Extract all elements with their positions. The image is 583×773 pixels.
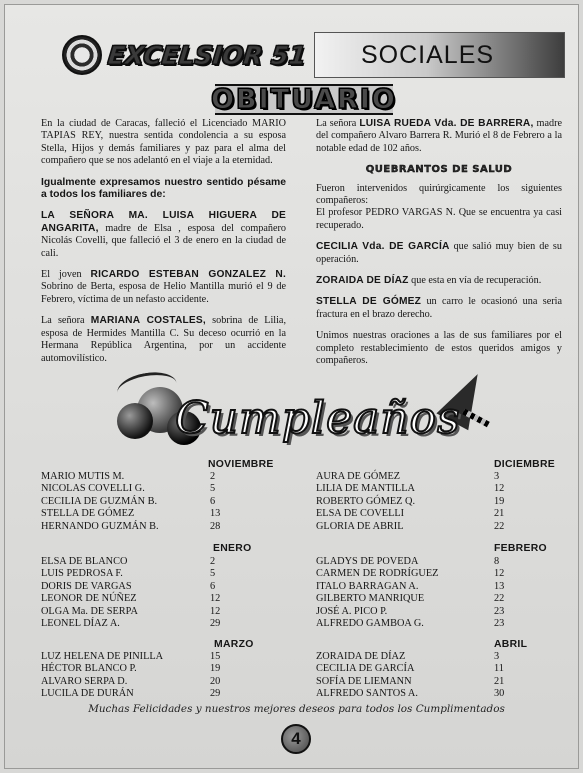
birthday-name: ITALO BARRAGAN A.	[316, 580, 419, 592]
birthday-day: 12	[210, 593, 221, 605]
birthday-name: ALFREDO GAMBOA G.	[316, 617, 424, 629]
birthday-list-abril	[316, 651, 536, 701]
month-heading-abril: ABRIL	[494, 639, 528, 650]
birthday-row	[41, 496, 251, 508]
health-text: que esta en vía de recuperación.	[408, 275, 542, 287]
birthday-day: 19	[210, 663, 221, 675]
birthday-row	[41, 521, 251, 533]
birthday-row	[316, 663, 536, 675]
birthday-name: OLGA Ma. DE SERPA	[41, 605, 138, 617]
birthday-name: AURA DE GÓMEZ	[316, 471, 401, 482]
birthday-banner	[117, 367, 497, 467]
birthday-row	[316, 508, 536, 520]
birthday-row	[41, 483, 251, 495]
birthday-row	[41, 606, 251, 618]
birthday-row	[316, 606, 536, 618]
health-item	[316, 241, 562, 266]
birthday-row	[41, 676, 251, 688]
birthday-name: MARIO MUTIS M.	[41, 471, 125, 482]
birthday-row	[41, 618, 251, 630]
birthday-day: 22	[494, 520, 505, 532]
obituary-text: madre de Elsa , esposa del compañero Nicolás Covelli, que falleció el 3 de enero en la ciudad de cali.	[41, 222, 286, 259]
birthday-name: SOFÍA DE LIEMANN	[316, 675, 412, 687]
birthday-day: 12	[210, 605, 221, 617]
birthday-row	[316, 618, 536, 630]
birthday-day: 23	[494, 617, 505, 629]
birthday-day: 2	[210, 556, 216, 567]
birthday-list-febrero	[316, 556, 536, 630]
birthday-name: JOSÉ A. PICO P.	[316, 605, 388, 617]
birthday-day: 5	[210, 568, 216, 580]
birthday-name: ALVARO SERPA D.	[41, 675, 128, 687]
health-item	[316, 275, 562, 287]
birthday-name: CARMEN DE RODRÍGUEZ	[316, 568, 439, 580]
section-title: SOCIALES	[314, 32, 565, 78]
birthday-row	[316, 521, 536, 533]
birthday-day: 22	[494, 593, 505, 605]
birthday-name: NICOLAS COVELLI G.	[41, 483, 145, 495]
birthday-day: 6	[210, 495, 216, 507]
birthday-day: 8	[494, 556, 500, 567]
obituary-text: La señora	[316, 118, 360, 129]
birthday-day: 12	[494, 568, 505, 580]
birthday-name: HÉCTOR BLANCO P.	[41, 663, 137, 675]
birthday-row	[316, 471, 536, 483]
health-text: un carro le ocasionó una seria fractura en el brazo derecho.	[316, 296, 562, 320]
birthday-list-enero	[41, 556, 251, 630]
birthday-name: LILIA DE MANTILLA	[316, 483, 415, 495]
birthday-row	[41, 508, 251, 520]
birthday-list-diciembre	[316, 471, 536, 533]
obituary-paragraph: En la ciudad de Caracas, falleció el Licenciado MARIO TAPIAS REY, nuestra sentida condolencia a su esposa Stella, Hijos y demás familiares y paz para el alma del compañero que se nos adelantó en el viaje a la eternidad.	[41, 118, 286, 167]
patient-name: STELLA DE GÓMEZ	[316, 296, 422, 308]
obituary-heading: OBITUARIO	[211, 84, 397, 115]
patient-name: ZORAIDA DE DÍAZ	[316, 275, 409, 287]
birthday-row	[316, 676, 536, 688]
birthday-name: ZORAIDA DE DÍAZ	[316, 651, 406, 662]
birthday-row	[41, 568, 251, 580]
footer-message: Muchas Felicidades y nuestros mejores deseos para todos los Cumplimentados	[88, 703, 505, 715]
page-number: 4	[281, 724, 311, 754]
deceased-name: LA SEÑORA MA. LUISA HIGUERA DE ANGARITA,	[41, 210, 286, 234]
birthday-row	[41, 581, 251, 593]
birthday-day: 13	[210, 508, 221, 520]
birthday-row	[41, 651, 251, 663]
health-text: que salió muy bien de su operación.	[316, 241, 562, 265]
birthday-name: STELLA DE GÓMEZ	[41, 508, 135, 520]
obituary-text: La señora	[41, 315, 91, 327]
birthday-day: 19	[494, 495, 505, 507]
birthday-day: 6	[210, 580, 216, 592]
obituary-text: El joven	[41, 269, 91, 281]
birthday-row	[316, 651, 536, 663]
birthday-row	[41, 593, 251, 605]
health-intro: Fueron intervenidos quirúrgicamente los siguientes compañeros:	[316, 182, 562, 207]
month-heading-diciembre: DICIEMBRE	[494, 459, 556, 470]
birthday-day: 3	[494, 471, 500, 482]
birthday-name: ELSA DE BLANCO	[41, 556, 128, 567]
birthday-day: 21	[494, 675, 505, 687]
obituary-paragraph	[316, 118, 562, 155]
health-closing: Unimos nuestras oraciones a las de sus familiares por el completo restablecimiento de estos queridos amigos y compañeros.	[316, 330, 562, 367]
magazine-page	[4, 4, 579, 769]
birthday-row	[316, 593, 536, 605]
birthday-name: CECILIA DE GUZMÁN B.	[41, 495, 158, 507]
birthday-name: CECILIA DE GARCÍA	[316, 663, 415, 675]
obituary-paragraph	[41, 315, 286, 365]
birthday-name: ALFREDO SANTOS A.	[316, 688, 418, 700]
birthday-banner-title: Cumpleaños	[175, 393, 461, 444]
birthday-day: 29	[210, 617, 221, 629]
birthday-day: 29	[210, 688, 221, 700]
birthday-row	[316, 496, 536, 508]
month-heading-febrero: FEBRERO	[494, 543, 547, 554]
birthday-row	[41, 556, 251, 568]
birthday-row	[316, 581, 536, 593]
birthday-day: 3	[494, 651, 500, 662]
birthday-name: GLADYS DE POVEDA	[316, 556, 419, 567]
health-heading: QUEBRANTOS DE SALUD	[365, 164, 513, 176]
birthday-row	[316, 556, 536, 568]
patient-name: CECILIA Vda. DE GARCÍA	[316, 241, 450, 253]
obituary-text: Sobrino de Berta, esposa de Helio Mantilla murió el 9 de Febrero, víctima de un nefasto accidente.	[41, 281, 286, 305]
birthday-name: GILBERTO MANRIQUE	[316, 593, 425, 605]
birthday-row	[41, 471, 251, 483]
deceased-name: LUISA RUEDA Vda. DE BARRERA,	[359, 118, 534, 129]
birthday-name: HERNANDO GUZMÁN B.	[41, 520, 159, 532]
birthday-day: 20	[210, 675, 221, 687]
birthday-day: 5	[210, 483, 216, 495]
deceased-name: MARIANA COSTALES,	[90, 315, 206, 327]
birthday-name: LUIS PEDROSA F.	[41, 568, 123, 580]
birthday-name: ROBERTO GÓMEZ Q.	[316, 495, 416, 507]
birthday-row	[41, 663, 251, 675]
health-item	[316, 296, 562, 321]
seal-icon	[62, 35, 102, 75]
birthday-row	[316, 688, 536, 700]
birthday-row	[316, 568, 536, 580]
deceased-name: RICARDO ESTEBAN GONZALEZ N.	[90, 269, 287, 281]
obituary-right-column	[316, 118, 562, 377]
birthday-row	[41, 688, 251, 700]
birthday-day: 13	[494, 580, 505, 592]
birthday-name: DORIS DE VARGAS	[41, 580, 132, 592]
birthday-day: 15	[210, 651, 221, 662]
birthday-day: 21	[494, 508, 505, 520]
obituary-paragraph	[41, 210, 286, 260]
condolence-intro: Igualmente expresamos nuestro sentido pésame a todos los familiares de:	[41, 176, 286, 201]
birthday-name: GLORIA DE ABRIL	[316, 520, 404, 532]
month-heading-marzo: MARZO	[214, 639, 254, 650]
birthday-name: LEONOR DE NÚÑEZ	[41, 593, 137, 605]
birthday-name: LUZ HELENA DE PINILLA	[41, 651, 164, 662]
month-heading-noviembre: NOVIEMBRE	[208, 459, 274, 470]
birthday-day: 28	[210, 520, 221, 532]
obituary-paragraph	[41, 269, 286, 306]
birthday-day: 30	[494, 688, 505, 700]
obituary-left-column	[41, 118, 286, 374]
birthday-list-noviembre	[41, 471, 251, 533]
birthday-name: ELSA DE COVELLI	[316, 508, 405, 520]
birthday-day: 11	[494, 663, 504, 675]
logo	[62, 32, 306, 78]
balloon-icon	[117, 403, 153, 439]
obituary-text: madre del compañero Alvaro Barrera R. Murió el 8 de Febrero a la notable edad de 102 años.	[316, 118, 562, 154]
birthday-day: 23	[494, 605, 505, 617]
birthday-day: 2	[210, 471, 216, 482]
birthday-day: 12	[494, 483, 505, 495]
birthday-row	[316, 483, 536, 495]
birthday-name: LUCILA DE DURÁN	[41, 688, 134, 700]
obituary-text: sobrina de Lilia, esposa de Hermides Mantilla C. Su deceso ocurrió en la Hermana República Argentina, por un accidente automovilístico.	[41, 315, 286, 364]
month-heading-enero: ENERO	[213, 543, 252, 554]
birthday-name: LEONEL DÍAZ A.	[41, 617, 120, 629]
logo-text: EXCELSIOR 51	[106, 40, 308, 70]
health-item: El profesor PEDRO VARGAS N. Que se encuentra ya casi recuperado.	[316, 207, 562, 231]
birthday-list-marzo	[41, 651, 251, 701]
